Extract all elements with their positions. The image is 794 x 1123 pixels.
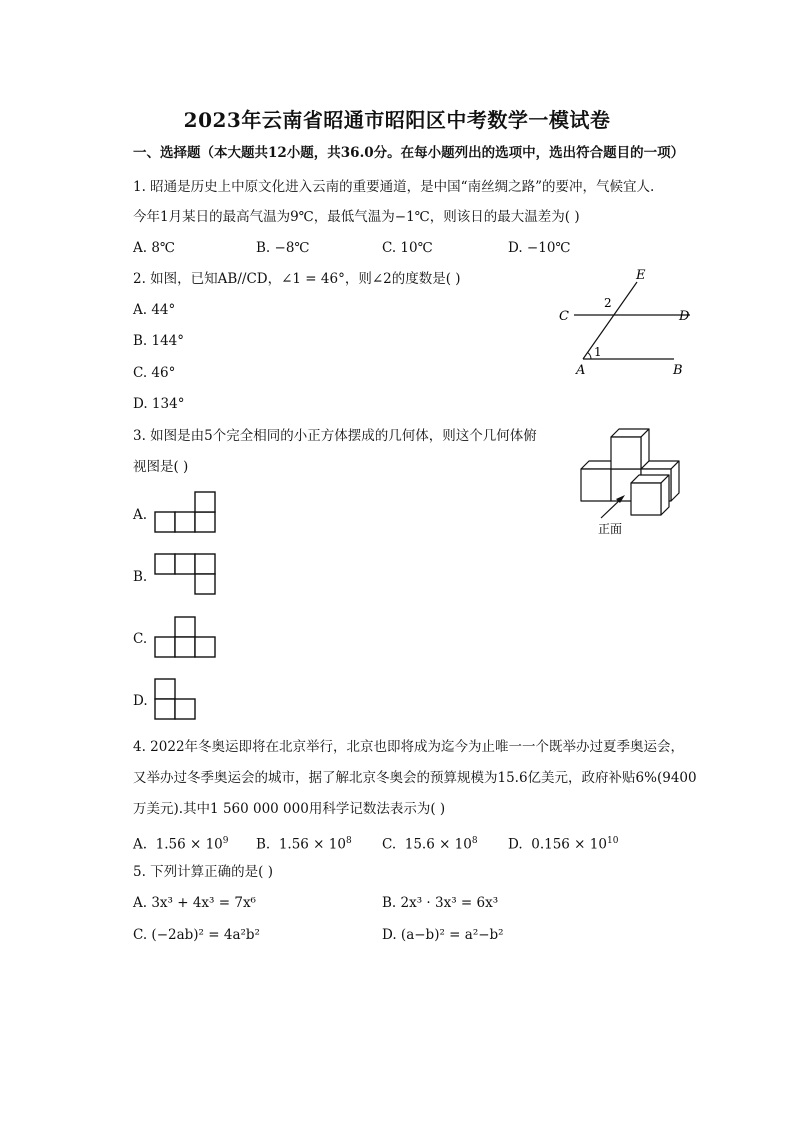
- q3-option-a-grid[interactable]: [154, 491, 218, 535]
- label-angle-2: 2: [604, 296, 612, 310]
- q2-line: 2. 如图，已知AB//CD，∠1 = 46°，则∠2的度数是( ): [133, 271, 461, 287]
- label-e: E: [636, 268, 646, 283]
- q3-line1: 3. 如图是由5个完全相同的小正方体摆成的几何体，则这个几何体俯: [133, 428, 537, 444]
- label-a: A: [576, 363, 586, 378]
- q4-option-c[interactable]: C. $15.6 \times 10^8$: [382, 836, 478, 853]
- front-label: 正面: [598, 522, 623, 536]
- cube-front-front: [631, 483, 661, 515]
- q1-option-c[interactable]: C. 10℃: [382, 240, 433, 256]
- q4-line2: 又举办过冬季奥运会的城市，据了解北京冬奥会的预算规模为15.6亿美元，政府补贴6%(9400: [133, 770, 697, 786]
- exam-title: 2023年云南省昭通市昭阳区中考数学一模试卷: [183, 108, 611, 132]
- label-d: D: [679, 309, 690, 324]
- q4-line3: 万美元).其中1 560 000 000用科学记数法表示为( ): [133, 801, 446, 817]
- q5-line: 5. 下列计算正确的是( ): [133, 864, 273, 880]
- q2-option-b[interactable]: B. 144°: [133, 333, 185, 349]
- cube-left-front: [581, 469, 611, 501]
- label-c: C: [559, 309, 569, 324]
- q4-line1: 4. 2022年冬奥运即将在北京举行，北京也即将成为迄今为止唯一一个既举办过夏季奥运会，: [133, 739, 685, 755]
- label-b: B: [673, 363, 683, 378]
- q3-option-d-grid[interactable]: [154, 678, 198, 722]
- q2-option-a[interactable]: A. 44°: [133, 302, 176, 318]
- angle-1-arc: [588, 353, 591, 360]
- q3-line2: 视图是( ): [133, 459, 189, 475]
- q5-option-c[interactable]: C. (−2ab)² = 4a²b²: [133, 927, 260, 943]
- q5-option-b[interactable]: B. 2x³ · 3x³ = 6x³: [382, 895, 499, 911]
- q1-option-b[interactable]: B. −8℃: [256, 240, 310, 256]
- section-heading: 一、选择题（本大题共12小题，共36.0分。在每小题列出的选项中，选出符合题目的一项）: [133, 145, 685, 161]
- q1-option-a[interactable]: A. 8℃: [133, 240, 176, 256]
- q5-option-a[interactable]: A. 3x³ + 4x³ = 7x⁶: [133, 895, 256, 911]
- q4-option-d[interactable]: D. $0.156 \times 10^{10}$: [508, 836, 619, 853]
- q1-line2: 今年1月某日的最高气温为9℃，最低气温为−1℃，则该日的最大温差为( ): [133, 209, 580, 225]
- cube-front-side: [661, 475, 669, 515]
- q3-option-b-letter[interactable]: B.: [133, 569, 148, 585]
- q3-option-a-letter[interactable]: A.: [133, 507, 148, 523]
- q4-option-a[interactable]: A. $1.56 \times 10^9$: [133, 836, 229, 853]
- line-ae: [583, 282, 637, 359]
- q2-parallel-lines-figure: [550, 262, 700, 380]
- q3-option-c-letter[interactable]: C.: [133, 631, 148, 647]
- cube-top-front: [611, 437, 641, 469]
- q3-cube-solid-figure: [574, 424, 698, 540]
- q3-option-c-grid[interactable]: [154, 616, 218, 660]
- q4-option-b[interactable]: B. $1.56 \times 10^8$: [256, 836, 352, 853]
- q3-option-d-letter[interactable]: D.: [133, 693, 148, 709]
- cube-right-side: [671, 461, 679, 501]
- q1-option-d[interactable]: D. −10℃: [508, 240, 571, 256]
- q2-option-d[interactable]: D. 134°: [133, 396, 185, 412]
- q3-option-b-grid[interactable]: [154, 553, 218, 597]
- q1-line1: 1. 昭通是历史上中原文化进入云南的重要通道，是中国“南丝绸之路”的要冲，气候宜人.: [133, 179, 655, 195]
- label-angle-1: 1: [594, 345, 602, 359]
- q5-option-d[interactable]: D. (a−b)² = a²−b²: [382, 927, 504, 943]
- q2-option-c[interactable]: C. 46°: [133, 365, 176, 381]
